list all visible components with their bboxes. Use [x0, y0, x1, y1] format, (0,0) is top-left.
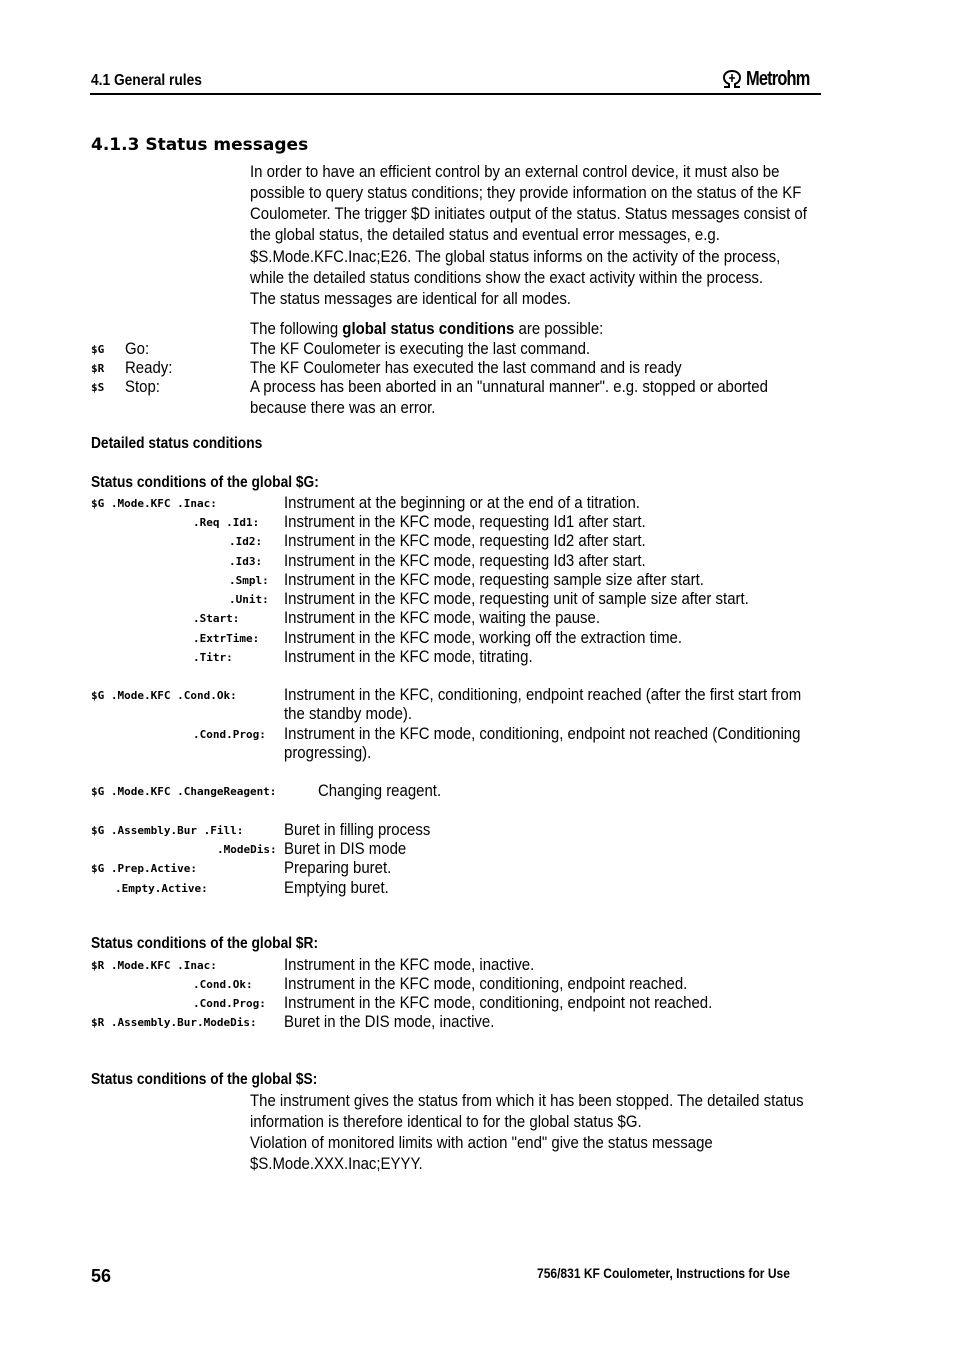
g-desc: Instrument at the beginning or at the end of a titration.: [284, 493, 640, 512]
running-header-section: 4.1 General rules: [91, 72, 202, 89]
intro-line: while the detailed status conditions show the exact activity within the process.: [250, 268, 764, 287]
global-desc-r: The KF Coulometer has executed the last command and is ready: [250, 358, 682, 377]
footer-doc-title: 756/831 KF Coulometer, Instructions for Use: [537, 1265, 790, 1281]
global-intro: [250, 318, 603, 339]
g-code: $G .Mode.KFC .ChangeReagent:: [91, 785, 277, 798]
g-code: .Start:: [193, 612, 240, 625]
g-code: $G .Mode.KFC .Inac:: [91, 497, 217, 510]
g-desc: Changing reagent.: [318, 781, 442, 800]
g-code: .Smpl:: [229, 574, 269, 587]
s-line: The instrument gives the status from which it has been stopped. The detailed status: [250, 1091, 804, 1110]
g-desc: Instrument in the KFC mode, requesting Id1 after start.: [284, 512, 646, 531]
r-code: $R .Mode.KFC .Inac:: [91, 959, 217, 972]
g-desc: Preparing buret.: [284, 858, 392, 877]
s-paragraph: [250, 1090, 817, 1174]
g-desc-cont: the standby mode).: [284, 704, 413, 723]
intro-line: the global status, the detailed status and eventual error messages, e.g.: [250, 225, 720, 244]
g-desc: Instrument in the KFC mode, requesting sample size after start.: [284, 570, 704, 589]
global-code-g: $G: [91, 343, 105, 356]
g-code: .ExtrTime:: [193, 632, 260, 645]
section-heading: 4.1.3 Status messages: [91, 135, 309, 155]
s-line: information is therefore identical to for the global status $G.: [250, 1112, 642, 1131]
g-code: .Unit:: [229, 593, 269, 606]
g-desc: Emptying buret.: [284, 878, 389, 897]
g-code: .Titr:: [193, 651, 233, 664]
r-code: $R .Assembly.Bur.ModeDis:: [91, 1016, 257, 1029]
intro-line: The status messages are identical for all modes.: [250, 289, 571, 308]
s-line: Violation of monitored limits with action "end" give the status message: [250, 1133, 713, 1152]
g-desc: Instrument in the KFC mode, requesting Id3 after start.: [284, 551, 646, 570]
brand-name: Metrohm: [746, 67, 810, 90]
brand-logo: [721, 68, 823, 90]
page-number: 56: [91, 1266, 112, 1286]
global-desc-s: A process has been aborted in an "unnatural manner". e.g. stopped or aborted: [250, 377, 768, 396]
g-desc-cont: progressing).: [284, 743, 372, 762]
g-code: $G .Prep.Active:: [91, 862, 197, 875]
r-code: .Cond.Ok:: [193, 978, 253, 991]
global-desc-g: The KF Coulometer is executing the last command.: [250, 339, 591, 358]
g-desc: Instrument in the KFC, conditioning, endpoint reached (after the first start from: [284, 685, 802, 704]
g-desc: Instrument in the KFC mode, waiting the pause.: [284, 608, 600, 627]
intro-line: $S.Mode.KFC.Inac;E26. The global status informs on the activity of the process,: [250, 247, 781, 266]
g-title: Status conditions of the global $G:: [91, 474, 319, 491]
global-intro-pre: The following: [250, 319, 343, 338]
s-line: $S.Mode.XXX.Inac;EYYY.: [250, 1154, 423, 1173]
global-desc-s-cont: because there was an error.: [250, 398, 436, 417]
g-code: .Id3:: [229, 555, 263, 568]
global-name-g: Go:: [125, 339, 150, 358]
s-title: Status conditions of the global $S:: [91, 1071, 318, 1088]
g-code: .Req .Id1:: [193, 516, 260, 529]
g-code: .ModeDis:: [217, 843, 277, 856]
g-code: .Id2:: [229, 535, 263, 548]
intro-line: Coulometer. The trigger $D initiates output of the status. Status messages consist of: [250, 204, 807, 223]
g-desc: Buret in DIS mode: [284, 839, 407, 858]
omega-logo-icon: [721, 69, 743, 89]
g-desc: Instrument in the KFC mode, conditioning, endpoint not reached (Conditioning: [284, 724, 801, 743]
global-code-r: $R: [91, 362, 105, 375]
g-desc: Instrument in the KFC mode, working off the extraction time.: [284, 628, 683, 647]
global-code-s: $S: [91, 381, 105, 394]
intro-paragraph: [250, 161, 817, 309]
g-code: .Empty.Active:: [115, 882, 208, 895]
g-code: $G .Assembly.Bur .Fill:: [91, 824, 244, 837]
global-intro-post: are possible:: [514, 319, 604, 338]
g-code: $G .Mode.KFC .Cond.Ok:: [91, 689, 237, 702]
r-desc: Instrument in the KFC mode, inactive.: [284, 955, 535, 974]
r-title: Status conditions of the global $R:: [91, 935, 319, 952]
global-name-s: Stop:: [125, 377, 160, 396]
header-rule: [90, 93, 821, 95]
global-name-r: Ready:: [125, 358, 173, 377]
r-desc: Instrument in the KFC mode, conditioning, endpoint not reached.: [284, 993, 713, 1012]
global-intro-bold: global status conditions: [342, 319, 515, 338]
r-desc: Buret in the DIS mode, inactive.: [284, 1012, 495, 1031]
g-code: .Cond.Prog:: [193, 728, 266, 741]
intro-line: In order to have an efficient control by an external control device, it must also be: [250, 162, 780, 181]
g-desc: Buret in filling process: [284, 820, 431, 839]
r-desc: Instrument in the KFC mode, conditioning, endpoint reached.: [284, 974, 688, 993]
intro-line: possible to query status conditions; they provide information on the status of the KF: [250, 183, 802, 202]
r-code: .Cond.Prog:: [193, 997, 266, 1010]
g-desc: Instrument in the KFC mode, requesting unit of sample size after start.: [284, 589, 749, 608]
g-desc: Instrument in the KFC mode, titrating.: [284, 647, 533, 666]
detailed-title: Detailed status conditions: [91, 435, 263, 452]
g-desc: Instrument in the KFC mode, requesting Id2 after start.: [284, 531, 646, 550]
